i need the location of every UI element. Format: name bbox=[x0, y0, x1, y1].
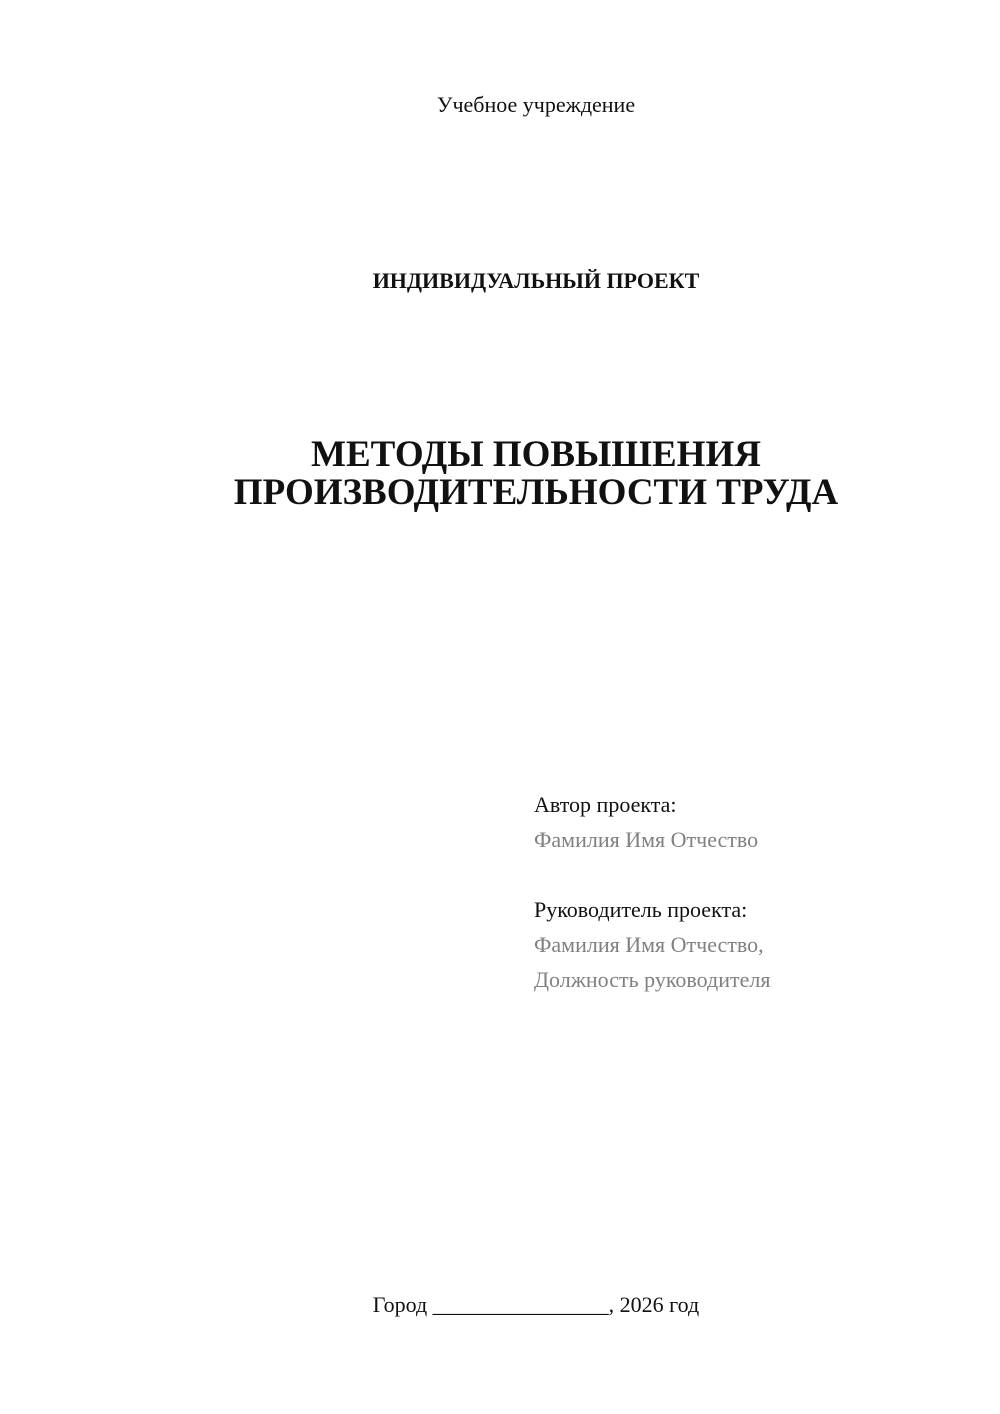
author-label: Автор проекта: bbox=[534, 792, 677, 817]
author-name: Фамилия Имя Отчество bbox=[534, 827, 759, 852]
supervisor-position: Должность руководителя bbox=[534, 967, 771, 992]
project-title-line-1: МЕТОДЫ ПОВЫШЕНИЯ bbox=[311, 434, 761, 475]
project-title-line-2: ПРОИЗВОДИТЕЛЬНОСТИ ТРУДА bbox=[233, 472, 839, 513]
credits-block bbox=[534, 788, 974, 997]
city-blank: ________________ bbox=[432, 1292, 609, 1317]
city-label: Город bbox=[372, 1292, 428, 1317]
project-title bbox=[0, 436, 1000, 512]
institution-name: Учебное учреждение bbox=[436, 92, 636, 117]
supervisor-label: Руководитель проекта: bbox=[534, 897, 748, 922]
city-year-line bbox=[0, 1291, 1000, 1319]
year-text: , 2026 год bbox=[608, 1292, 700, 1317]
supervisor-name: Фамилия Имя Отчество, bbox=[534, 932, 764, 957]
document-type: ИНДИВИДУАЛЬНЫЙ ПРОЕКТ bbox=[372, 268, 700, 293]
